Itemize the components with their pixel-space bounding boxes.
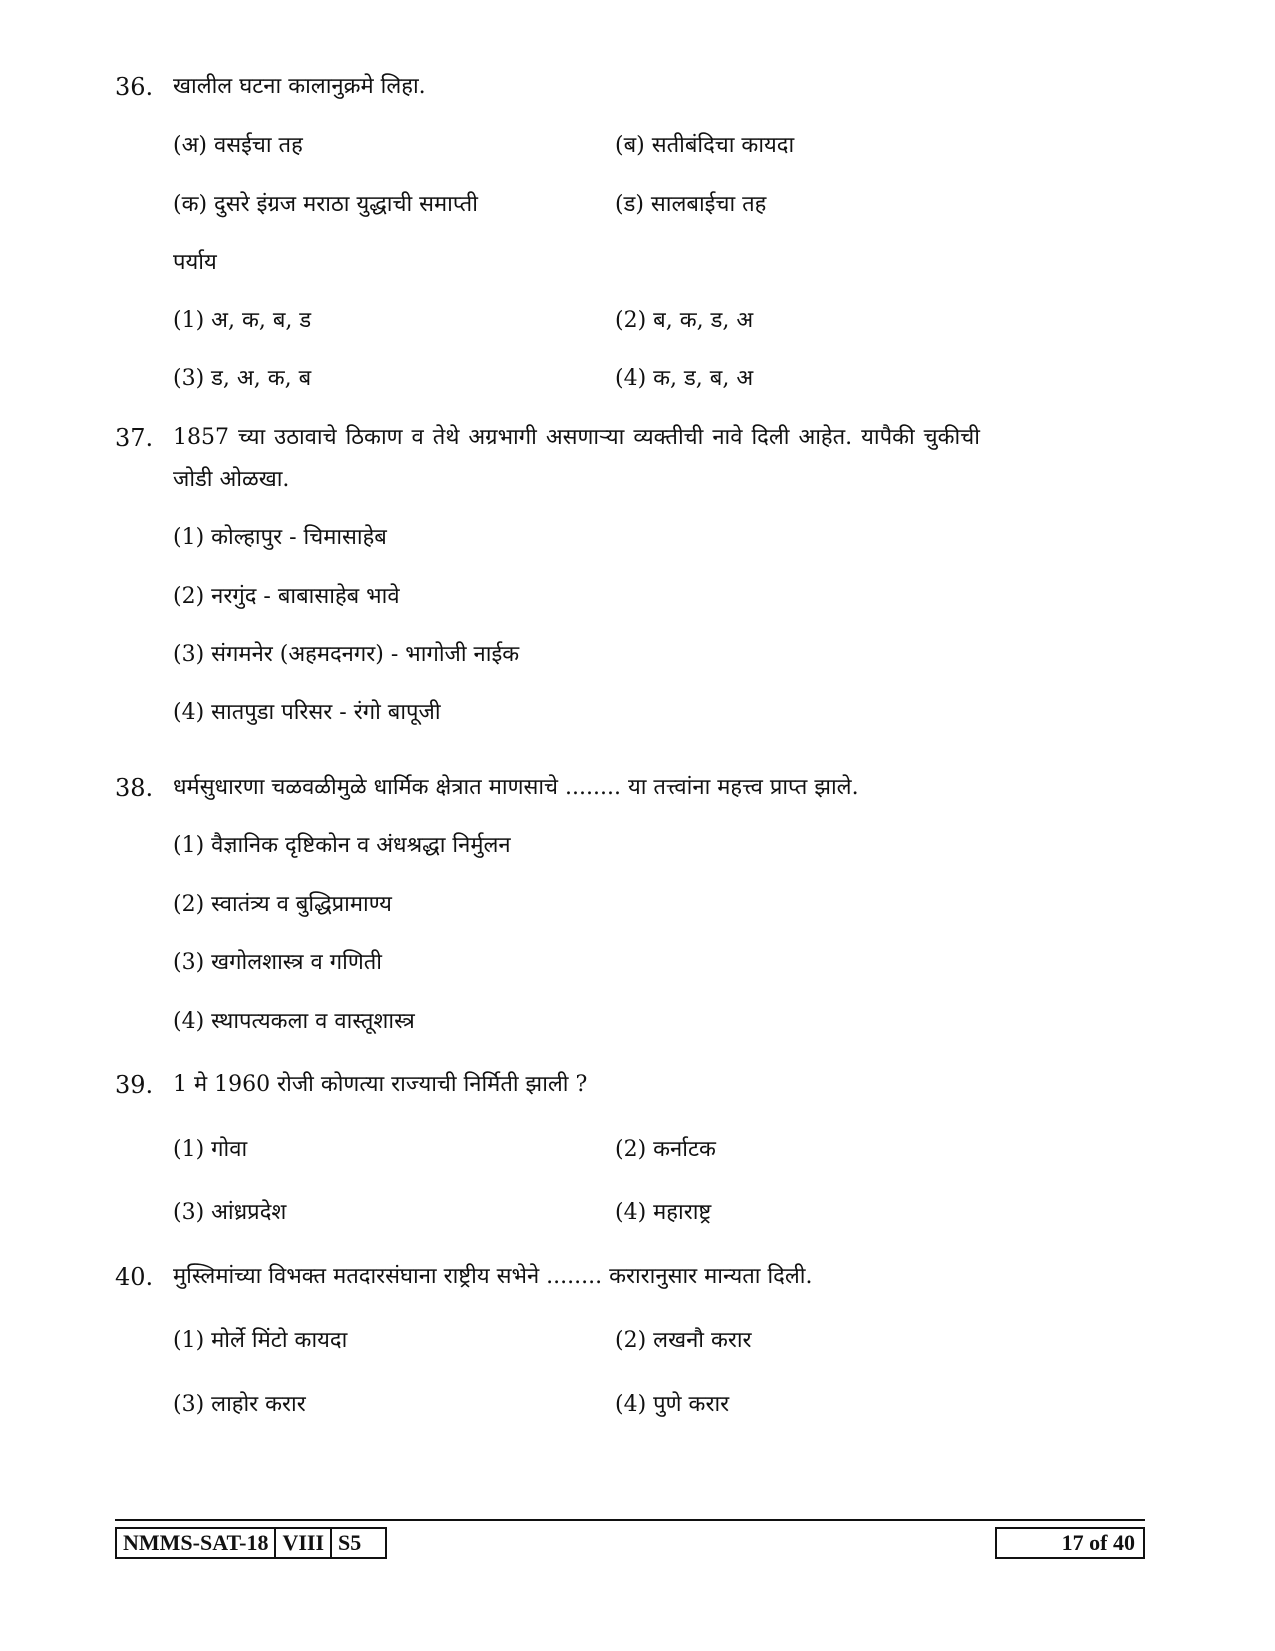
question-36-option-3[interactable]: (3) ड, अ, क, ब <box>173 366 312 391</box>
question-38-option-4[interactable]: (4) स्थापत्यकला व वास्तूशास्त्र <box>173 1009 415 1034</box>
question-39-option-4[interactable]: (4) महाराष्ट्र <box>615 1200 712 1225</box>
question-37-text-line2: जोडी ओळखा. <box>173 467 290 492</box>
question-39-option-2[interactable]: (2) कर्नाटक <box>615 1137 716 1162</box>
question-36-item-d: (ड) सालबाईचा तह <box>615 192 767 217</box>
footer-code-box <box>115 1527 387 1559</box>
question-38-option-2[interactable]: (2) स्वातंत्र्य व बुद्धिप्रामाण्य <box>173 892 392 917</box>
question-40-option-1[interactable]: (1) मोर्ले मिंटो कायदा <box>173 1328 348 1353</box>
question-38-text: धर्मसुधारणा चळवळीमुळे धार्मिक क्षेत्रात माणसाचे ........ या तत्त्वांना महत्त्व प्राप्त झाले. <box>173 775 859 800</box>
question-37-option-2[interactable]: (2) नरगुंद - बाबासाहेब भावे <box>173 584 400 609</box>
question-36-options-label: पर्याय <box>173 250 217 275</box>
footer-exam-code: NMMS-SAT-18 <box>117 1529 276 1557</box>
footer-divider <box>115 1519 1145 1521</box>
question-36-option-2[interactable]: (2) ब, क, ड, अ <box>615 308 754 333</box>
footer-page-number <box>995 1527 1145 1559</box>
question-39-option-3[interactable]: (3) आंध्रप्रदेश <box>173 1200 287 1225</box>
footer-set: S5 <box>338 1530 362 1555</box>
question-36-option-4[interactable]: (4) क, ड, ब, अ <box>615 366 754 391</box>
question-39-option-1[interactable]: (1) गोवा <box>173 1137 248 1162</box>
question-36-text: खालील घटना कालानुक्रमे लिहा. <box>173 74 426 99</box>
question-37-option-1[interactable]: (1) कोल्हापुर - चिमासाहेब <box>173 525 387 550</box>
question-39-number: 39. <box>115 1071 154 1099</box>
question-37-number: 37. <box>115 424 154 452</box>
question-40-option-4[interactable]: (4) पुणे करार <box>615 1392 730 1417</box>
footer-class: VIII <box>276 1529 332 1557</box>
question-38-number: 38. <box>115 774 154 802</box>
question-40-text: मुस्लिमांच्या विभक्त मतदारसंघाना राष्ट्रीय सभेने ........ करारानुसार मान्यता दिली. <box>173 1264 813 1289</box>
question-40-number: 40. <box>115 1263 154 1291</box>
question-39-text: 1 मे 1960 रोजी कोणत्या राज्याची निर्मिती झाली ? <box>173 1072 588 1097</box>
question-37-option-3[interactable]: (3) संगमनेर (अहमदनगर) - भागोजी नाईक <box>173 642 520 667</box>
question-40-option-2[interactable]: (2) लखनौ करार <box>615 1328 752 1353</box>
question-38-option-1[interactable]: (1) वैज्ञानिक दृष्टिकोन व अंधश्रद्धा निर्मुलन <box>173 833 511 858</box>
question-36-number: 36. <box>115 73 154 101</box>
question-37-option-4[interactable]: (4) सातपुडा परिसर - रंगो बापूजी <box>173 700 441 725</box>
question-37-text-line1: 1857 च्या उठावाचे ठिकाण व तेथे अग्रभागी असणाऱ्या व्यक्तीची नावे दिली आहेत. यापैकी चुकीची <box>173 425 980 450</box>
question-36-option-1[interactable]: (1) अ, क, ब, ड <box>173 308 312 333</box>
question-38-option-3[interactable]: (3) खगोलशास्त्र व गणिती <box>173 950 382 975</box>
question-40-option-3[interactable]: (3) लाहोर करार <box>173 1392 306 1417</box>
question-36-item-a: (अ) वसईचा तह <box>173 133 303 158</box>
question-36-item-c: (क) दुसरे इंग्रज मराठा युद्धाची समाप्ती <box>173 192 478 217</box>
question-36-item-b: (ब) सतीबंदिचा कायदा <box>615 133 795 158</box>
footer-page-label: 17 of 40 <box>1061 1530 1135 1555</box>
